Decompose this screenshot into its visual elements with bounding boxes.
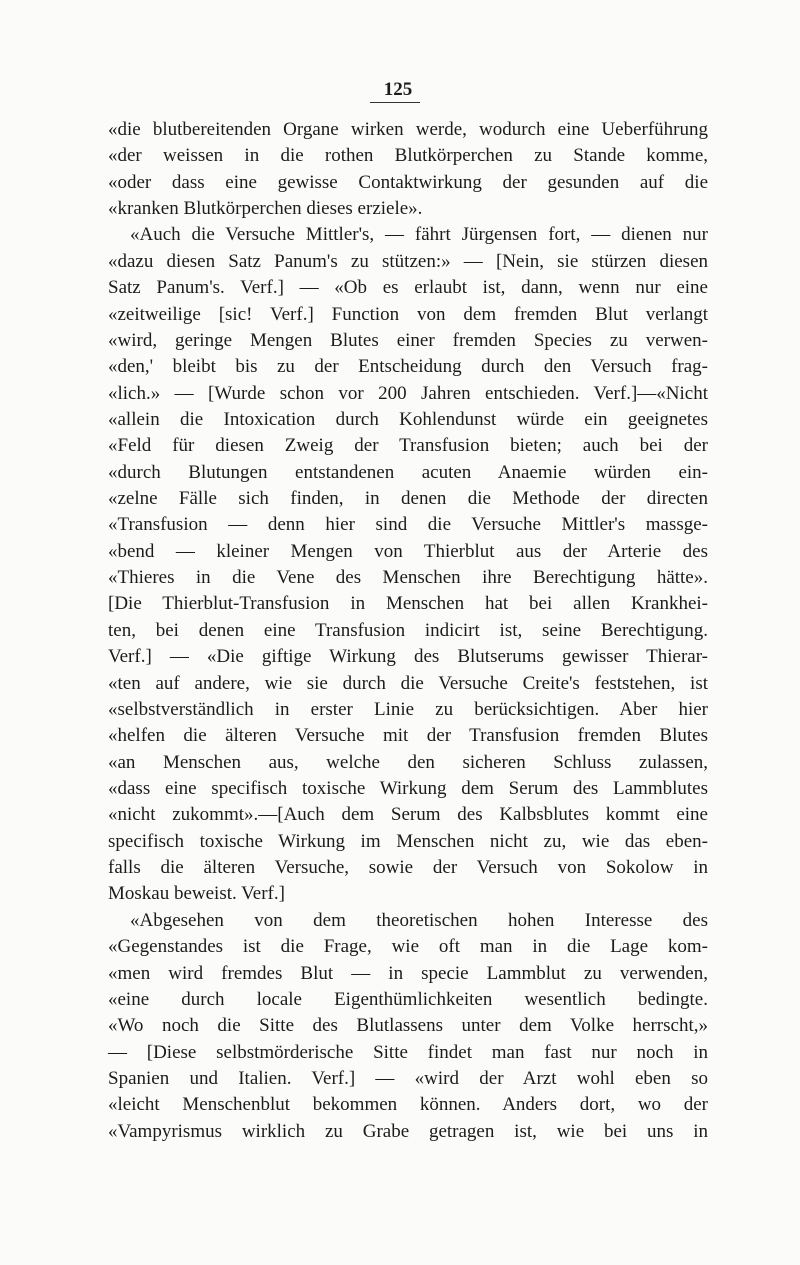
- text-line: «wird, geringe Mengen Blutes einer fremden Species zu verwen-: [108, 329, 708, 351]
- text-line: «kranken Blutkörperchen dieses erziele».: [108, 198, 423, 220]
- text-line: «dazu diesen Satz Panum's zu stützen:» — [Nein, sie stürzen diesen: [108, 250, 708, 272]
- text-line: Verf.] — «Die giftige Wirkung des Blutserums gewisser Thierar-: [108, 646, 708, 668]
- text-line: «Gegenstandes ist die Frage, wie oft man in die Lage kom-: [108, 936, 708, 958]
- body-text: [108, 117, 708, 1145]
- page-number: 125: [383, 79, 413, 100]
- text-line: falls die älteren Versuche, sowie der Versuch von Sokolow in: [108, 857, 708, 879]
- text-line: «selbstverständlich in erster Linie zu berücksichtigen. Aber hier: [108, 698, 708, 720]
- text-line: «helfen die älteren Versuche mit der Transfusion fremden Blutes: [108, 725, 708, 747]
- text-line: — [Diese selbstmörderische Sitte findet man fast nur noch in: [108, 1041, 708, 1063]
- text-line: Moskau beweist. Verf.]: [108, 883, 285, 905]
- text-line: [Die Thierblut-Transfusion in Menschen hat bei allen Krankhei-: [108, 593, 708, 615]
- text-line: Spanien und Italien. Verf.] — «wird der Arzt wohl eben so: [108, 1067, 708, 1089]
- text-line: «Transfusion — denn hier sind die Versuche Mittler's massge-: [108, 514, 708, 536]
- text-line: «den,' bleibt bis zu der Entscheidung durch den Versuch frag-: [108, 356, 708, 378]
- text-line: «der weissen in die rothen Blutkörperchen zu Stande komme,: [108, 145, 708, 167]
- text-line: «Wo noch die Sitte des Blutlassens unter dem Volke herrscht,»: [108, 1015, 708, 1037]
- text-line: «lich.» — [Wurde schon vor 200 Jahren entschieden. Verf.]—«Nicht: [108, 382, 708, 404]
- text-line: «bend — kleiner Mengen von Thierblut aus der Arterie des: [108, 540, 708, 562]
- text-line: «dass eine specifisch toxische Wirkung dem Serum des Lammblutes: [108, 777, 708, 799]
- text-line: «oder dass eine gewisse Contaktwirkung der gesunden auf die: [108, 171, 708, 193]
- page-number-underline: [370, 102, 420, 103]
- text-line: «ten auf andere, wie sie durch die Versuche Creite's feststehen, ist: [108, 672, 708, 694]
- text-line: «Vampyrismus wirklich zu Grabe getragen ist, wie bei uns in: [108, 1120, 708, 1142]
- text-line: «nicht zukommt».—[Auch dem Serum des Kalbsblutes kommt eine: [108, 804, 708, 826]
- text-line: «Auch die Versuche Mittler's, — fährt Jürgensen fort, — dienen nur: [130, 224, 708, 246]
- text-line: «an Menschen aus, welche den sicheren Schluss zulassen,: [108, 751, 708, 773]
- text-line: «durch Blutungen entstandenen acuten Anaemie würden ein-: [108, 461, 708, 483]
- text-line: «Abgesehen von dem theoretischen hohen Interesse des: [130, 909, 708, 931]
- text-line: «Feld für diesen Zweig der Transfusion bieten; auch bei der: [108, 435, 708, 457]
- text-line: «allein die Intoxication durch Kohlendunst würde ein geeignetes: [108, 408, 708, 430]
- text-line: «zeitweilige [sic! Verf.] Function von dem fremden Blut verlangt: [108, 303, 708, 325]
- text-line: «eine durch locale Eigenthümlichkeiten wesentlich bedingte.: [108, 988, 708, 1010]
- text-line: «zelne Fälle sich finden, in denen die Methode der directen: [108, 488, 708, 510]
- text-line: «leicht Menschenblut bekommen können. Anders dort, wo der: [108, 1094, 708, 1116]
- text-line: «men wird fremdes Blut — in specie Lammblut zu verwenden,: [108, 962, 708, 984]
- text-line: specifisch toxische Wirkung im Menschen nicht zu, wie das eben-: [108, 830, 708, 852]
- text-line: ten, bei denen eine Transfusion indicirt ist, seine Berechtigung.: [108, 619, 708, 641]
- text-line: «die blutbereitenden Organe wirken werde, wodurch eine Ueberführung: [108, 119, 708, 140]
- text-line: Satz Panum's. Verf.] — «Ob es erlaubt ist, dann, wenn nur eine: [108, 277, 708, 299]
- text-line: «Thieres in die Vene des Menschen ihre Berechtigung hätte».: [108, 567, 708, 589]
